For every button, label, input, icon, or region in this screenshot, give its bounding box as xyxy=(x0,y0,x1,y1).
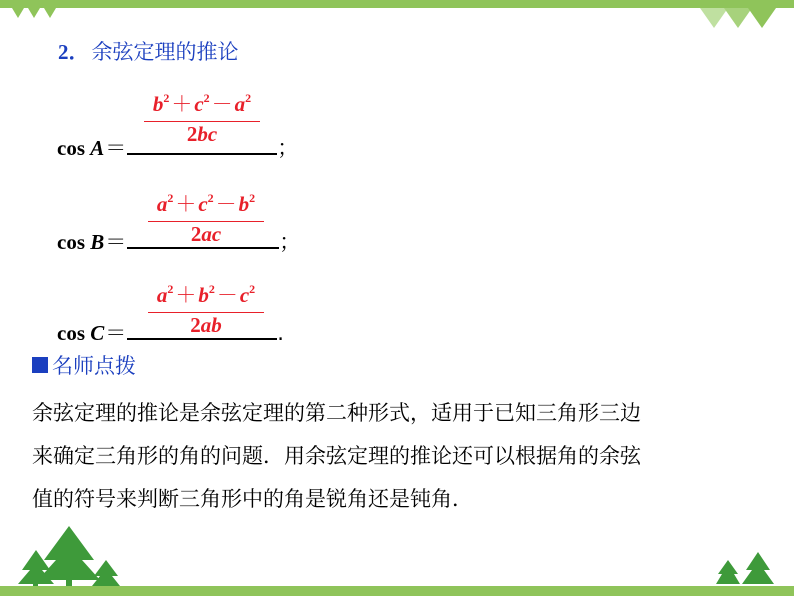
formula-lhs: cos C xyxy=(57,321,105,345)
tree-cluster-left-decor xyxy=(14,520,124,590)
square-bullet-icon xyxy=(32,357,48,373)
note-line: 值的符号来判断三角形中的角是锐角还是钝角． xyxy=(32,487,473,511)
formula-cos-a: cos A＝ ； xyxy=(57,136,299,160)
fraction-numerator: $a^2+b^2-c^2$ xyxy=(156,282,256,307)
fraction-numerator: $b^2+c^2-a^2$ xyxy=(152,91,252,116)
formula-cos-c: cos C＝ . xyxy=(57,321,284,345)
section-number: 2． xyxy=(58,40,90,64)
bottom-decor-bar xyxy=(0,586,794,596)
formula-cos-b: cos B＝ ； xyxy=(57,230,301,254)
top-right-triangles-decor xyxy=(700,8,790,30)
note-line: 余弦定理的推论是余弦定理的第二种形式，适用于已知三角形三边 xyxy=(32,401,641,425)
top-left-triangles-decor xyxy=(12,8,62,22)
fraction-numerator: $a^2+c^2-b^2$ xyxy=(156,191,256,216)
formula-lhs: cos A xyxy=(57,136,105,160)
note-body xyxy=(32,392,772,521)
tree-cluster-right-decor xyxy=(712,548,782,588)
note-line: 来确定三角形的角的问题．用余弦定理的推论还可以根据角的余弦 xyxy=(32,444,641,468)
fraction-denominator: 2ab xyxy=(190,313,222,337)
section-title: 余弦定理的推论 xyxy=(91,40,239,64)
formula-lhs: cos B xyxy=(57,230,105,254)
note-title: 名师点拨 xyxy=(32,350,136,380)
answer-blank xyxy=(127,152,277,155)
answer-blank xyxy=(127,246,279,249)
section-heading xyxy=(58,36,239,66)
fraction-denominator: 2bc xyxy=(186,122,218,146)
top-decor-bar xyxy=(0,0,794,8)
answer-blank xyxy=(127,337,277,340)
fraction-denominator: 2ac xyxy=(190,222,222,246)
